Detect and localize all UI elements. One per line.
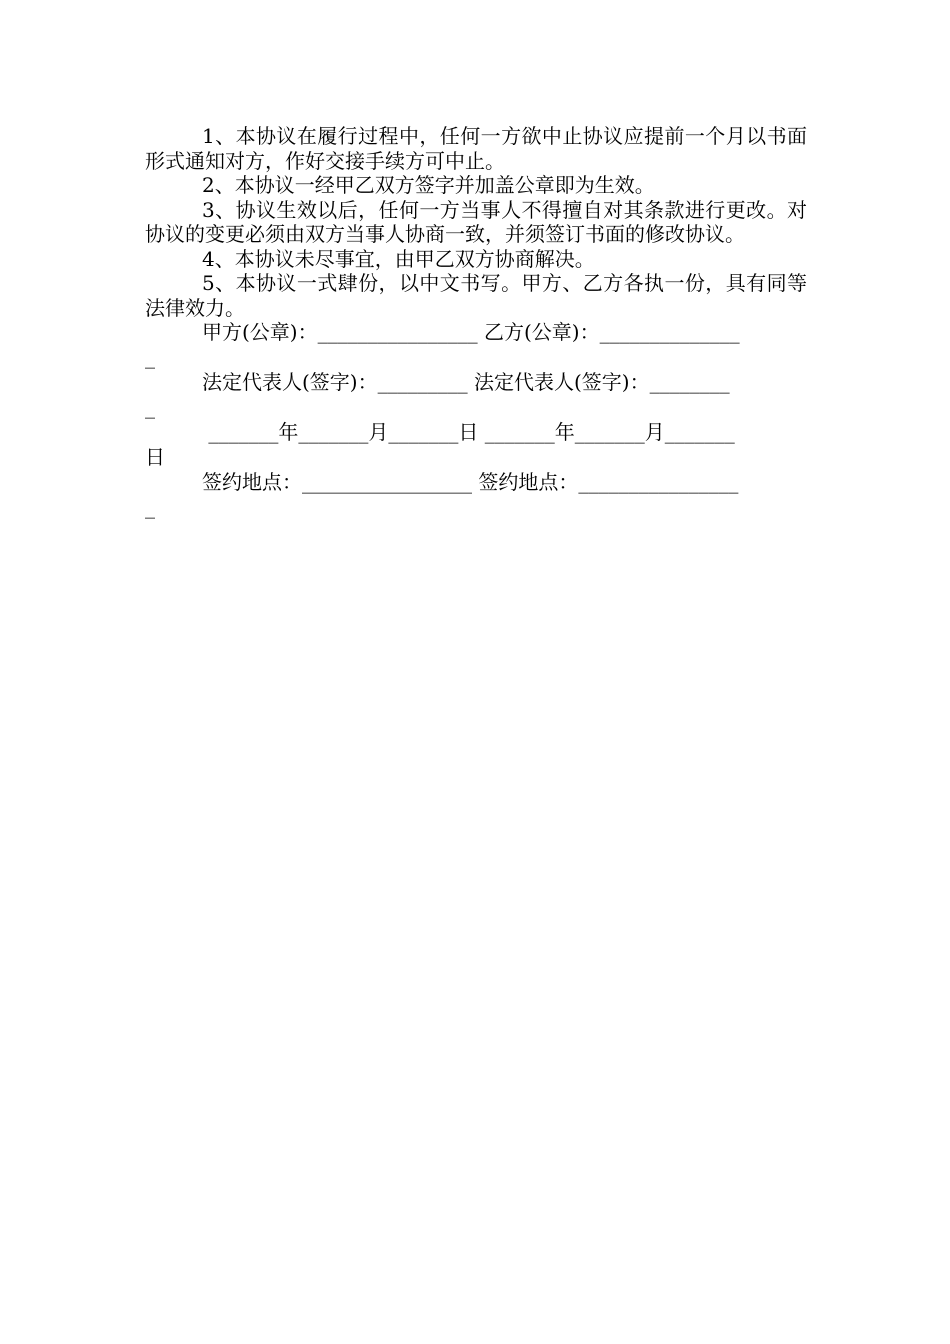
- clause-4: 4、本协议未尽事宜，由甲乙双方协商解决。: [202, 246, 595, 271]
- date-signature-block: [145, 420, 807, 469]
- clause-1: 1、本协议在履行过程中，任何一方欲中止协议应提前一个月以书面形式通知对方，作好交接手续方可中止。: [145, 124, 807, 173]
- representative-row: 法定代表人(签字)：_________ 法定代表人(签字)：________: [202, 370, 730, 394]
- representative-row-tail: _: [145, 394, 155, 419]
- clause-5: 5、本协议一式肆份，以中文书写。甲方、乙方各执一份，具有同等法律效力。: [145, 271, 807, 320]
- seal-signature-block: [145, 320, 807, 369]
- document-page: [145, 124, 807, 519]
- seal-row-tail: _: [145, 344, 155, 369]
- place-signature-block: [145, 470, 807, 519]
- date-row: _______年_______月_______日 _______年_______月_______: [202, 420, 735, 444]
- seal-row: 甲方(公章)：________________ 乙方(公章)：______________: [202, 320, 740, 344]
- place-row-tail: _: [145, 494, 155, 519]
- clause-3: 3、协议生效以后，任何一方当事人不得擅自对其条款进行更改。对协议的变更必须由双方当事人协商一致，并须签订书面的修改协议。: [145, 197, 807, 246]
- date-row-tail: 日: [145, 444, 165, 469]
- representative-signature-block: [145, 370, 807, 419]
- place-row: 签约地点：_________________ 签约地点：________________: [202, 470, 739, 494]
- clause-2: 2、本协议一经甲乙双方签字并加盖公章即为生效。: [202, 173, 655, 197]
